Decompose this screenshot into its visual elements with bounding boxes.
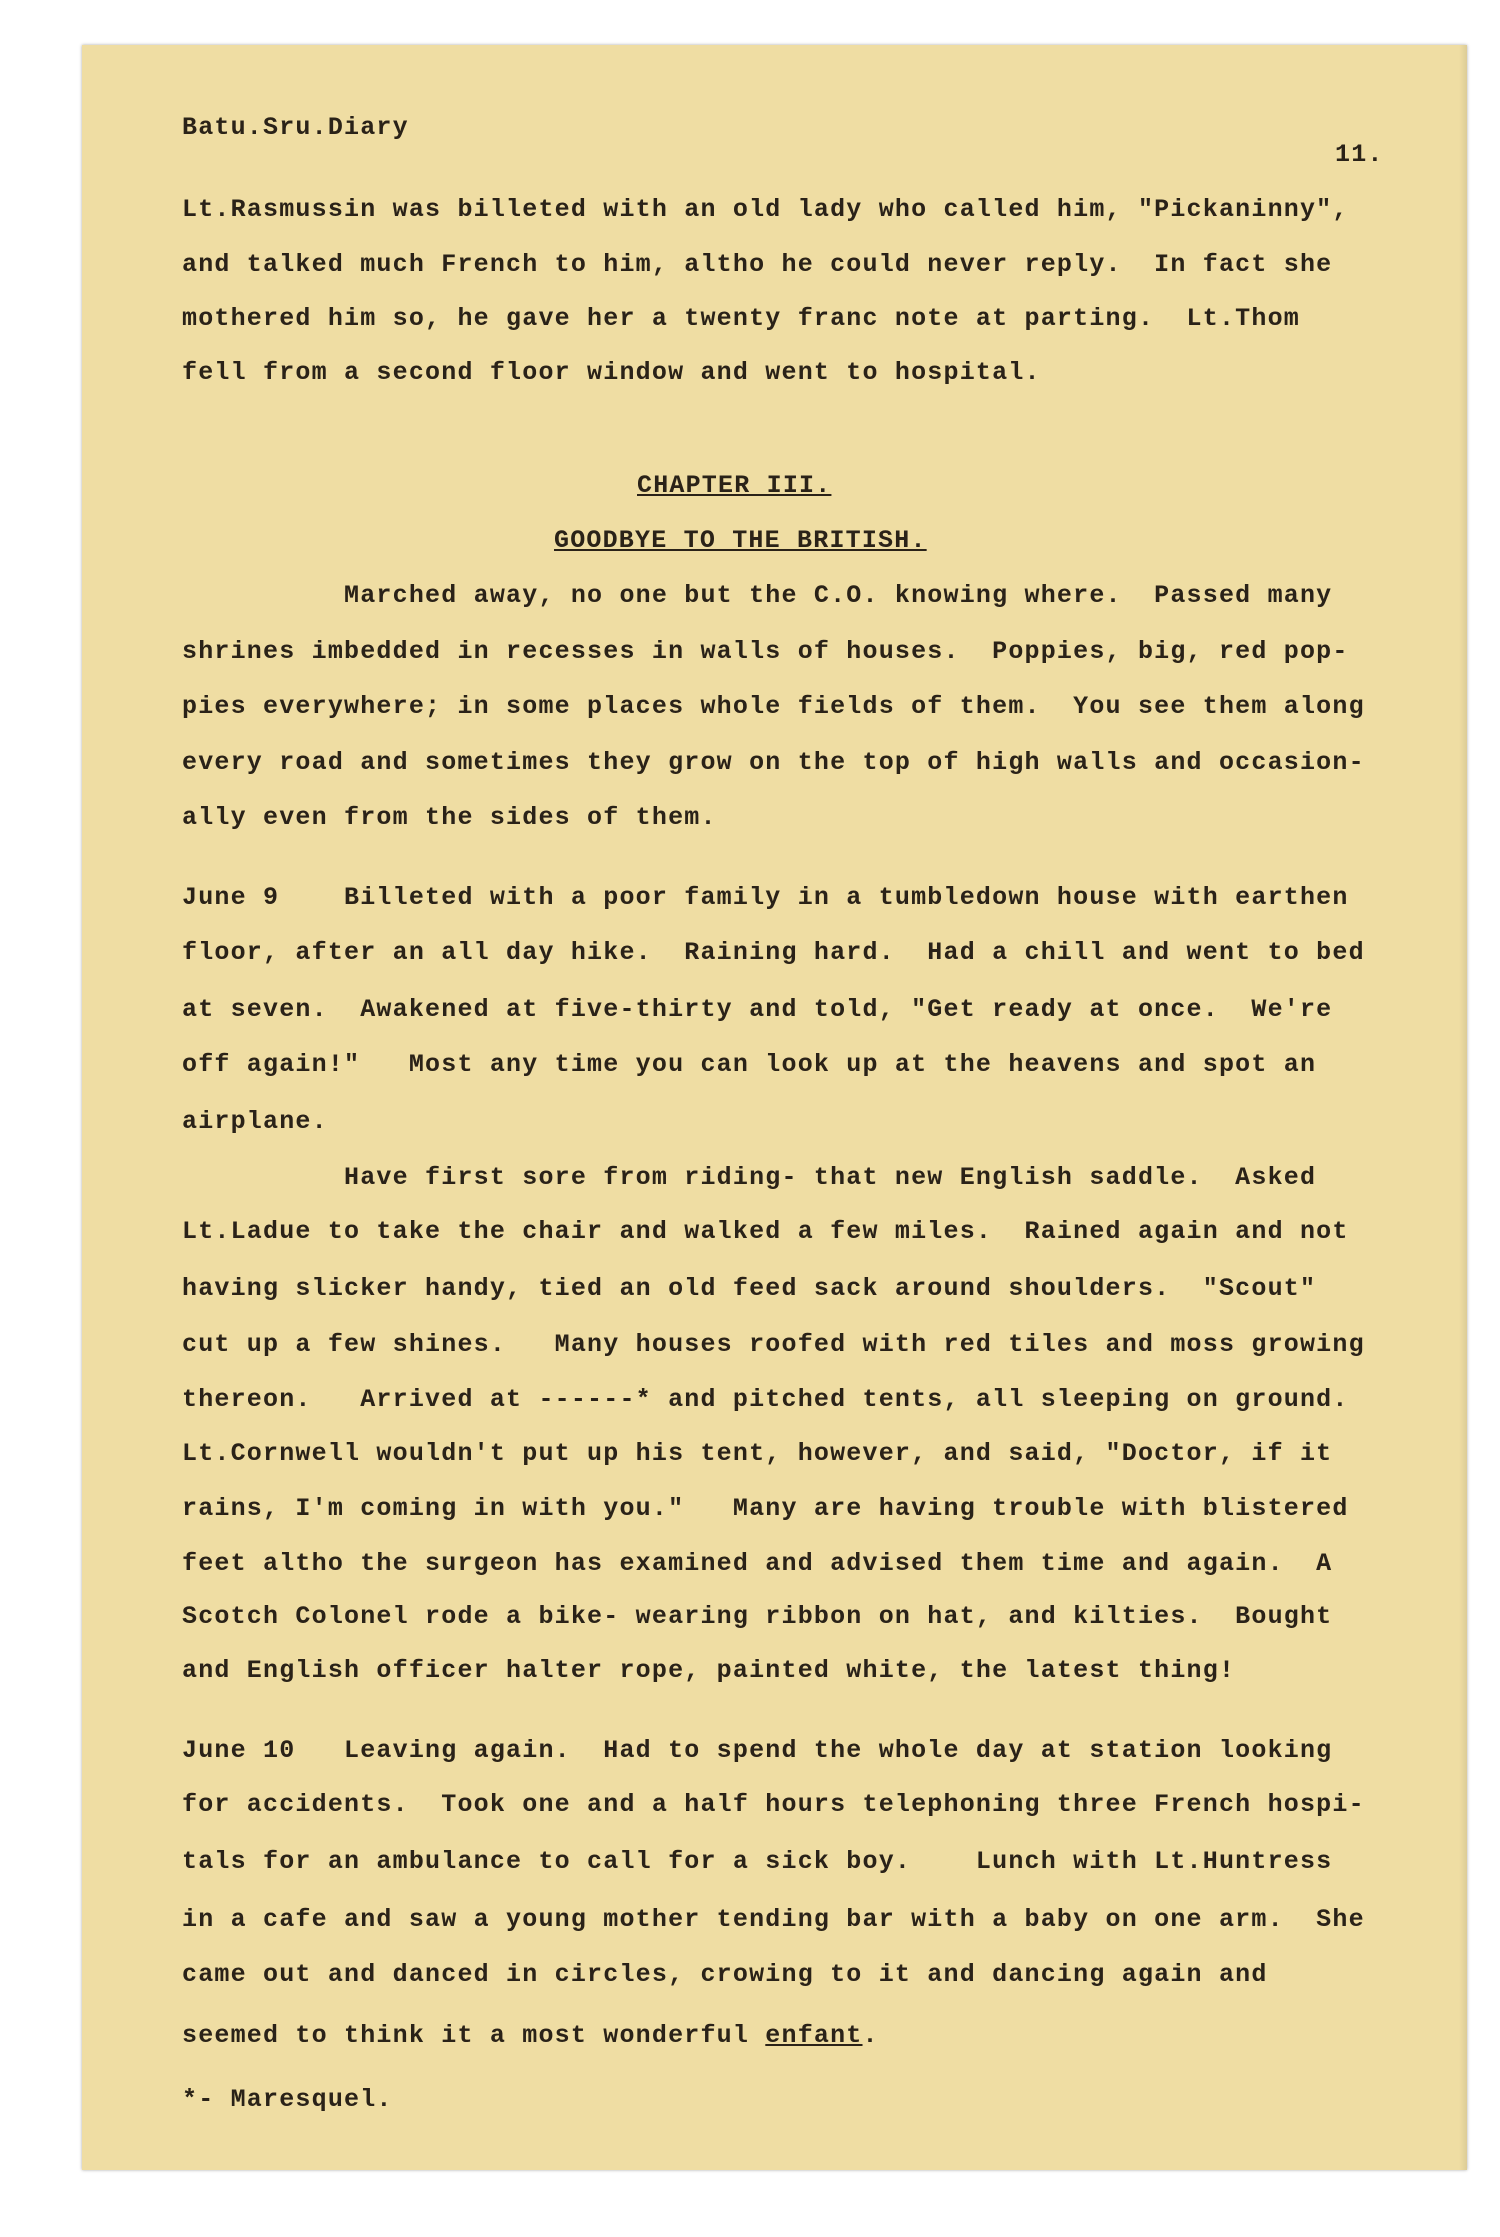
paragraph-line: Marched away, no one but the C.O. knowing where. Passed many bbox=[182, 581, 1333, 610]
diary-page bbox=[82, 45, 1467, 2170]
page-number: 11. bbox=[1335, 140, 1384, 169]
paragraph-line: Have first sore from riding- that new English saddle. Asked bbox=[182, 1163, 1317, 1192]
paragraph-line-last bbox=[182, 2021, 879, 2050]
paragraph-line: and English officer halter rope, painted white, the latest thing! bbox=[182, 1656, 1236, 1685]
paragraph-line: Scotch Colonel rode a bike- wearing ribbon on hat, and kilties. Bought bbox=[182, 1602, 1333, 1631]
chapter-title: CHAPTER III. bbox=[637, 471, 832, 500]
paragraph-line: fell from a second floor window and went to hospital. bbox=[182, 358, 1041, 387]
paragraph-line: rains, I'm coming in with you." Many are having trouble with blistered bbox=[182, 1494, 1349, 1523]
last-line-text: seemed to think it a most wonderful bbox=[182, 2021, 766, 2050]
paragraph-line: floor, after an all day hike. Raining hard. Had a chill and went to bed bbox=[182, 938, 1365, 967]
paragraph-line: having slicker handy, tied an old feed sack around shoulders. "Scout" bbox=[182, 1274, 1317, 1303]
paragraph-line: in a cafe and saw a young mother tending bar with a baby on one arm. She bbox=[182, 1905, 1365, 1934]
paragraph-line: came out and danced in circles, crowing to it and dancing again and bbox=[182, 1960, 1268, 1989]
diary-title: Batu.Sru.Diary bbox=[182, 113, 409, 142]
paragraph-line: Lt.Ladue to take the chair and walked a few miles. Rained again and not bbox=[182, 1217, 1349, 1246]
paragraph-line: tals for an ambulance to call for a sick boy. Lunch with Lt.Huntress bbox=[182, 1847, 1333, 1876]
paragraph-line: cut up a few shines. Many houses roofed with red tiles and moss growing bbox=[182, 1330, 1365, 1359]
paragraph-line: and talked much French to him, altho he could never reply. In fact she bbox=[182, 250, 1333, 279]
paragraph-line: mothered him so, he gave her a twenty franc note at parting. Lt.Thom bbox=[182, 304, 1300, 333]
paragraph-line: for accidents. Took one and a half hours telephoning three French hospi- bbox=[182, 1790, 1365, 1819]
paragraph-line: every road and sometimes they grow on the top of high walls and occasion- bbox=[182, 748, 1365, 777]
paragraph-line: Lt.Cornwell wouldn't put up his tent, however, and said, "Doctor, if it bbox=[182, 1439, 1333, 1468]
paragraph-line: at seven. Awakened at five-thirty and told, "Get ready at once. We're bbox=[182, 995, 1333, 1024]
paragraph-line: ally even from the sides of them. bbox=[182, 803, 717, 832]
chapter-subtitle: GOODBYE TO THE BRITISH. bbox=[554, 526, 927, 555]
underlined-word: enfant bbox=[765, 2021, 863, 2050]
paragraph-line: feet altho the surgeon has examined and advised them time and again. A bbox=[182, 1549, 1333, 1578]
diary-entry-june-9: June 9 Billeted with a poor family in a tumbledown house with earthen bbox=[182, 883, 1349, 912]
paragraph-line: off again!" Most any time you can look up at the heavens and spot an bbox=[182, 1050, 1317, 1079]
paragraph-line: pies everywhere; in some places whole fields of them. You see them along bbox=[182, 692, 1365, 721]
last-line-end: . bbox=[862, 2021, 879, 2050]
paragraph-line: shrines imbedded in recesses in walls of houses. Poppies, big, red pop- bbox=[182, 637, 1349, 666]
paragraph-line: Lt.Rasmussin was billeted with an old lady who called him, "Pickaninny", bbox=[182, 195, 1349, 224]
diary-entry-june-10: June 10 Leaving again. Had to spend the whole day at station looking bbox=[182, 1736, 1333, 1765]
paragraph-line: airplane. bbox=[182, 1107, 328, 1136]
paragraph-line: thereon. Arrived at ------* and pitched tents, all sleeping on ground. bbox=[182, 1385, 1349, 1414]
footnote: *- Maresquel. bbox=[182, 2085, 393, 2114]
